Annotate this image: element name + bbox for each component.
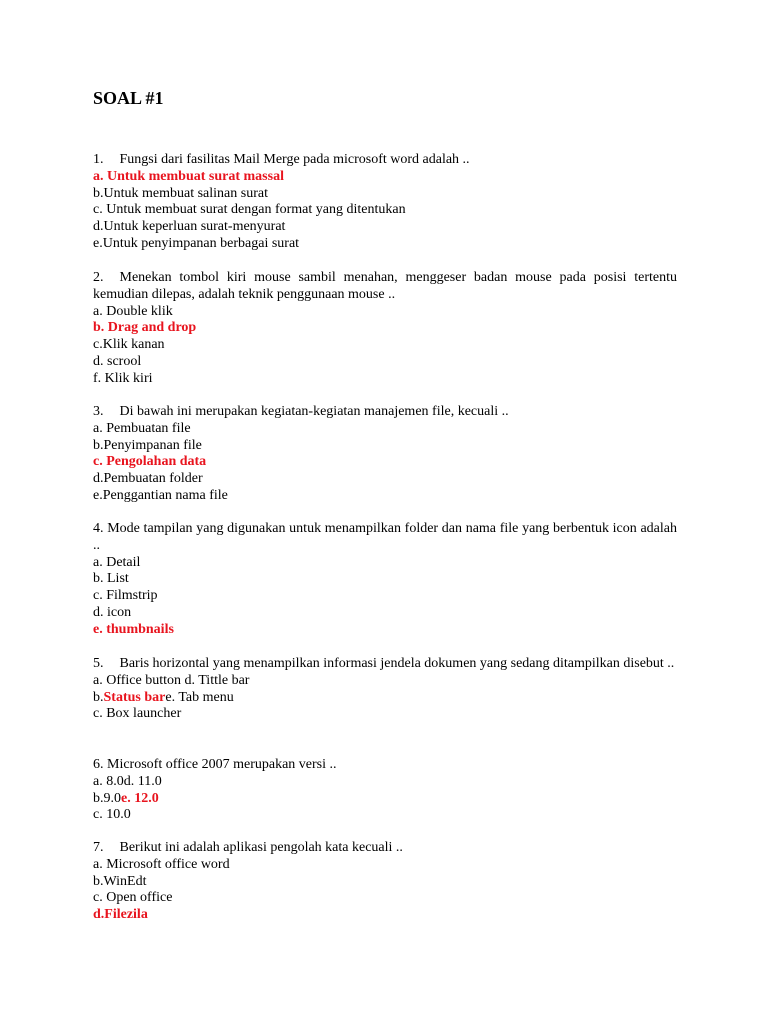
option-text: d.Pembuatan folder — [93, 471, 203, 487]
option-text: a. 8.0d. 11.0 — [93, 773, 162, 789]
answer-option — [93, 555, 677, 572]
option-text: b. List — [93, 571, 129, 587]
correct-answer-text: Status bar — [103, 689, 166, 705]
option-text: e.Untuk penyimpanan berbagai surat — [93, 235, 300, 251]
answer-option — [93, 706, 677, 723]
question-stem: Fungsi dari fasilitas Mail Merge pada microsoft word adalah .. — [119, 152, 470, 167]
answer-option — [93, 807, 677, 824]
answer-option — [93, 337, 677, 354]
answer-option — [93, 471, 677, 488]
answer-option — [93, 588, 677, 605]
option-text: a. Detail — [93, 554, 141, 570]
option-text: b.Penyimpanan file — [93, 437, 202, 453]
option-text: b.Untuk membuat salinan surat — [93, 185, 268, 201]
question-1 — [93, 152, 677, 253]
answer-option — [93, 874, 677, 891]
question-text — [93, 404, 677, 421]
option-text: d.Untuk keperluan surat-menyurat — [93, 219, 286, 235]
question-7 — [93, 840, 677, 924]
option-text: a. Double klik — [93, 303, 173, 319]
answer-option — [93, 673, 677, 690]
answer-option — [93, 320, 677, 337]
question-6 — [93, 757, 677, 824]
option-text: c.Klik kanan — [93, 337, 165, 353]
option-text: a. Office button d. Tittle bar — [93, 672, 250, 688]
answer-option — [93, 219, 677, 236]
page-title: SOAL #1 — [93, 88, 164, 108]
answer-option — [93, 690, 677, 707]
option-text: d. scrool — [93, 353, 142, 369]
correct-answer-text: a. Untuk membuat surat massal — [93, 168, 284, 184]
question-stem: 6. Microsoft office 2007 merupakan versi .. — [93, 757, 337, 772]
answer-option — [93, 907, 677, 924]
question-number: 7. — [93, 840, 104, 855]
option-text: d. icon — [93, 604, 132, 620]
answer-option — [93, 371, 677, 388]
question-stem: Berikut ini adalah aplikasi pengolah kata kecuali .. — [119, 840, 403, 855]
option-text: c. 10.0 — [93, 807, 131, 823]
question-3 — [93, 404, 677, 505]
option-text: b.9.0 — [93, 790, 121, 806]
question-2 — [93, 270, 677, 388]
option-text: a. Microsoft office word — [93, 856, 230, 872]
question-number: 3. — [93, 404, 104, 419]
answer-option — [93, 186, 677, 203]
answer-option — [93, 571, 677, 588]
question-text — [93, 270, 677, 304]
option-text: a. Pembuatan file — [93, 420, 191, 436]
question-text — [93, 521, 677, 555]
answer-option — [93, 421, 677, 438]
option-text: c. Open office — [93, 890, 173, 906]
answer-option — [93, 304, 677, 321]
option-text: e. Tab menu — [165, 689, 234, 705]
question-text — [93, 656, 677, 673]
answer-option — [93, 622, 677, 639]
answer-option — [93, 202, 677, 219]
question-number: 2. — [93, 270, 104, 285]
question-text — [93, 757, 677, 774]
question-5 — [93, 656, 677, 723]
question-text — [93, 840, 677, 857]
question-stem: Baris horizontal yang menampilkan informasi jendela dokumen yang sedang ditampilkan disebut .. — [119, 656, 675, 671]
question-stem: Di bawah ini merupakan kegiatan-kegiatan manajemen file, kecuali .. — [119, 404, 509, 419]
option-text: c. Box launcher — [93, 706, 182, 722]
correct-answer-text: e. thumbnails — [93, 621, 174, 637]
option-text: c. Filmstrip — [93, 588, 158, 604]
answer-option — [93, 488, 677, 505]
option-text: b.WinEdt — [93, 873, 147, 889]
option-text: e.Penggantian nama file — [93, 487, 228, 503]
answer-option — [93, 890, 677, 907]
correct-answer-text: b. Drag and drop — [93, 320, 197, 336]
answer-option — [93, 236, 677, 253]
question-number: 5. — [93, 656, 104, 671]
question-stem: Menekan tombol kiri mouse sambil menahan, menggeser badan mouse pada posisi tertentu kemudian dilepas, adalah teknik penggunaan mouse .. — [93, 270, 677, 302]
answer-option — [93, 454, 677, 471]
answer-option — [93, 791, 677, 808]
option-text: b. — [93, 689, 104, 705]
answer-option — [93, 354, 677, 371]
answer-option — [93, 857, 677, 874]
question-text — [93, 152, 677, 169]
question-4 — [93, 521, 677, 639]
option-text: f. Klik kiri — [93, 370, 153, 386]
answer-option — [93, 169, 677, 186]
correct-answer-text: e. 12.0 — [121, 790, 159, 806]
answer-option — [93, 774, 677, 791]
correct-answer-text: c. Pengolahan data — [93, 454, 207, 470]
question-stem: 4. Mode tampilan yang digunakan untuk menampilkan folder dan nama file yang berbentuk icon adalah .. — [93, 521, 677, 553]
answer-option — [93, 605, 677, 622]
answer-option — [93, 438, 677, 455]
correct-answer-text: d.Filezila — [93, 907, 148, 923]
option-text: c. Untuk membuat surat dengan format yang ditentukan — [93, 202, 406, 218]
question-number: 1. — [93, 152, 104, 167]
